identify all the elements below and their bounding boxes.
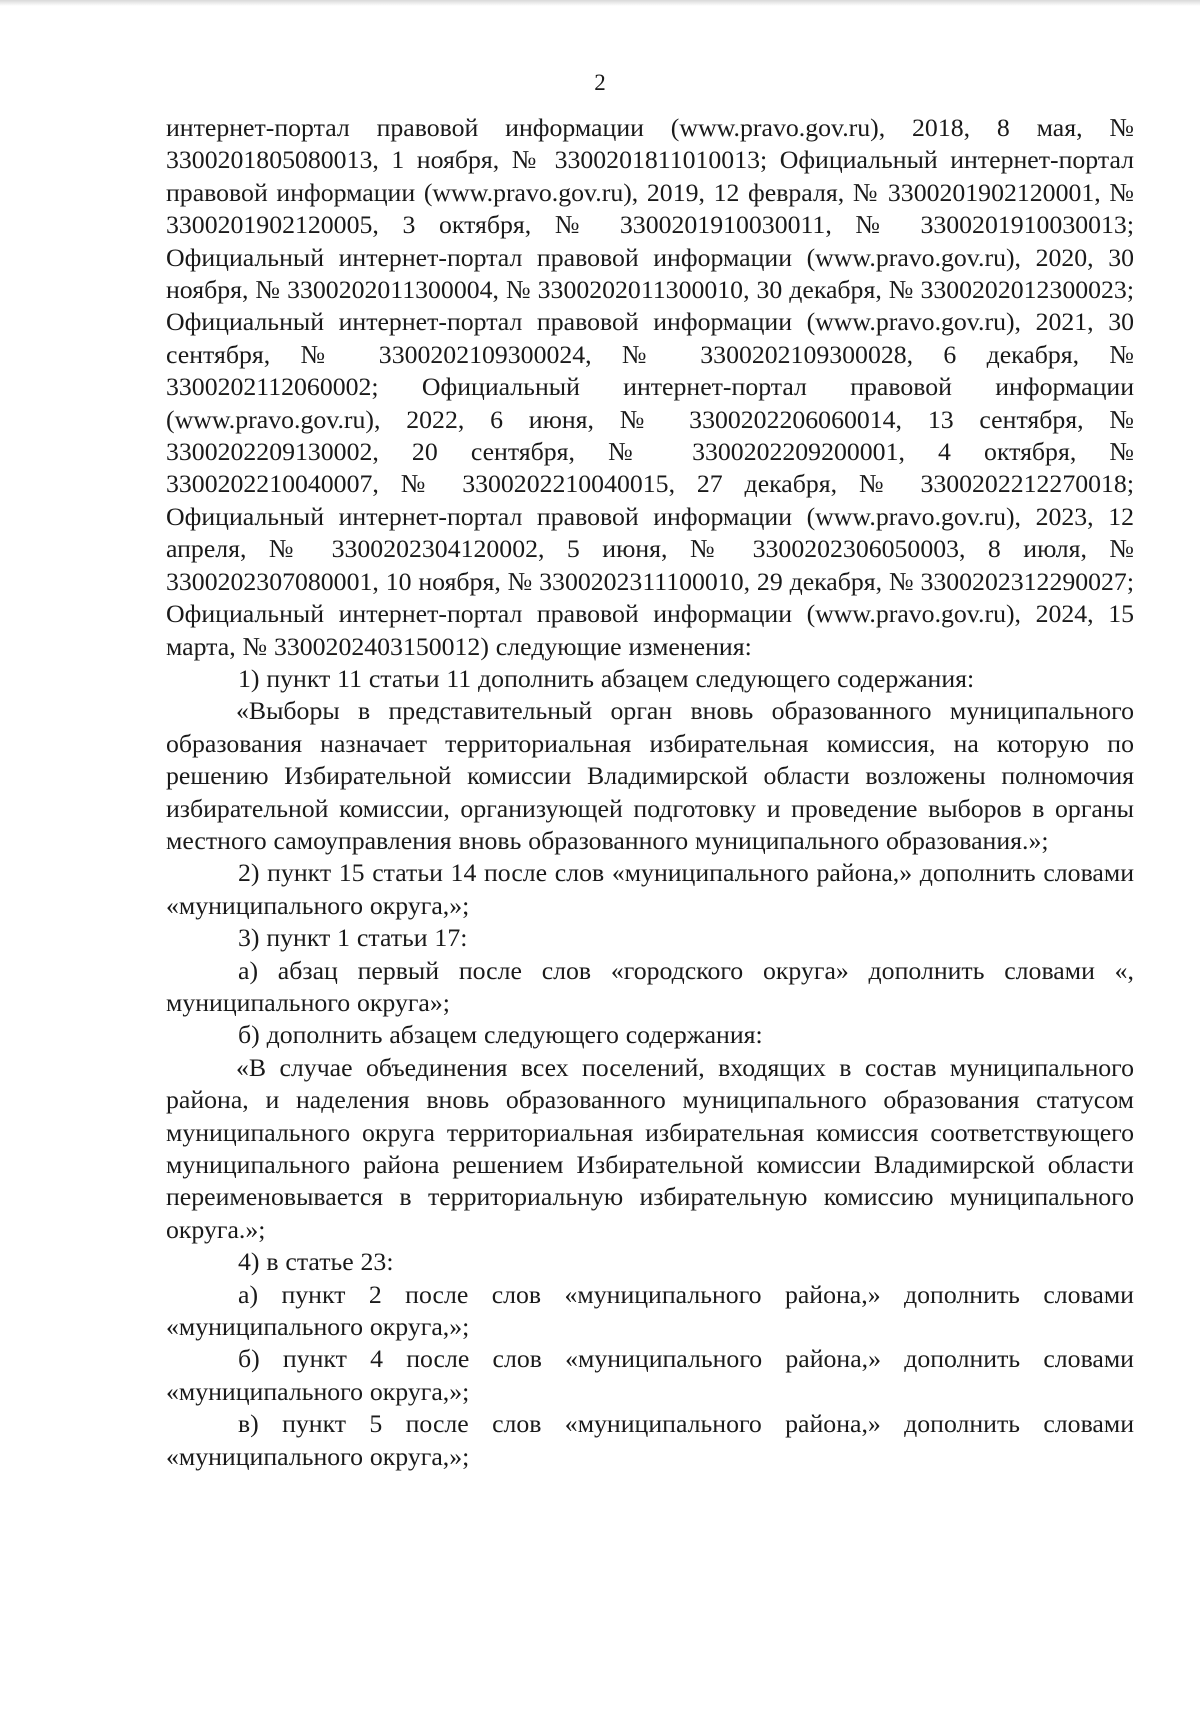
paragraph-quote-2: «В случае объединения всех поселений, входящих в состав муниципального района, и наделения вновь образованного муниципального образования статусом муниципального округа территориальная избирательная комиссия соответствующего муниципального района решением Избирательной комиссии Владимирской области переименовывается в территориальную избирательную комиссию муниципального округа.»; [166, 1052, 1134, 1244]
paragraph-quote-1: «Выборы в представительный орган вновь образованного муниципального образования назначает территориальная избирательная комиссия, на которую по решению Избирательной комиссии Владимирской области возложены полномочия избирательной комиссии, организующей подготовку и проведение выборов в органы местного самоуправления вновь образованного муниципального образования.»; [166, 696, 1134, 855]
page-number: 2 [594, 70, 606, 95]
scan-top-edge [0, 0, 1200, 6]
paragraph-item-3b: б) дополнить абзацем следующего содержания: [238, 1020, 763, 1050]
paragraph-item-4b: б) пункт 4 после слов «муниципального района,» дополнить словами «муниципального округа,»; [166, 1344, 1134, 1406]
paragraph-item-4: 4) в статье 23: [238, 1247, 394, 1277]
paragraph-item-4c: в) пункт 5 после слов «муниципального района,» дополнить словами «муниципального округа,»; [166, 1409, 1134, 1471]
paragraph-item-3a: а) абзац первый после слов «городского округа» дополнить словами «, муниципального округа»; [166, 955, 1134, 1017]
paragraph-item-3: 3) пункт 1 статьи 17: [238, 923, 468, 953]
paragraph-item-1: 1) пункт 11 статьи 11 дополнить абзацем следующего содержания: [238, 663, 975, 693]
document-body [166, 112, 1134, 1473]
paragraph-item-4a: а) пункт 2 после слов «муниципального района,» дополнить словами «муниципального округа,»; [166, 1279, 1134, 1342]
paragraph-sources-list: интернет-портал правовой информации (www.pravo.gov.ru), 2018, 8 мая, № 3300201805080013, 1 ноября, № 3300201811010013; Официальный интернет-портал правовой информации (www.pravo.gov.ru), 2019, 12 февраля, № 3300201902120001, № 3300201902120005, 3 октября, № 3300201910030011, № 3300201910030013; Официальный интернет-портал правовой информации (www.pravo.gov.ru), 2020, 30 ноября, № 3300202011300004, № 3300202011300010, 30 декабря, № 3300202012300023; Официальный интернет-портал правовой информации (www.pravo.gov.ru), 2021, 30 сентября, № 3300202109300024, № 3300202109300028, 6 декабря, № 3300202112060002; Официальный интернет-портал правовой информации (www.pravo.gov.ru), 2022, 6 июня, № 3300202206060014, 13 сентября, № 3300202209130002, 20 сентября, № 3300202209200001, 4 октября, № 3300202210040007, № 3300202210040015, 27 декабря, № 3300202212270018; Официальный интернет-портал правовой информации (www.pravo.gov.ru), 2023, 12 апреля, № 3300202304120002, 5 июня, № 3300202306050003, 8 июля, № 3300202307080001, 10 ноября, № 3300202311100010, 29 декабря, № 3300202312290027; Официальный интернет-портал правовой информации (www.pravo.gov.ru), 2024, 15 марта, № 3300202403150012) следующие изменения: [166, 113, 1134, 661]
paragraph-item-2: 2) пункт 15 статьи 14 после слов «муниципального района,» дополнить словами «муниципального округа,»; [166, 858, 1134, 920]
